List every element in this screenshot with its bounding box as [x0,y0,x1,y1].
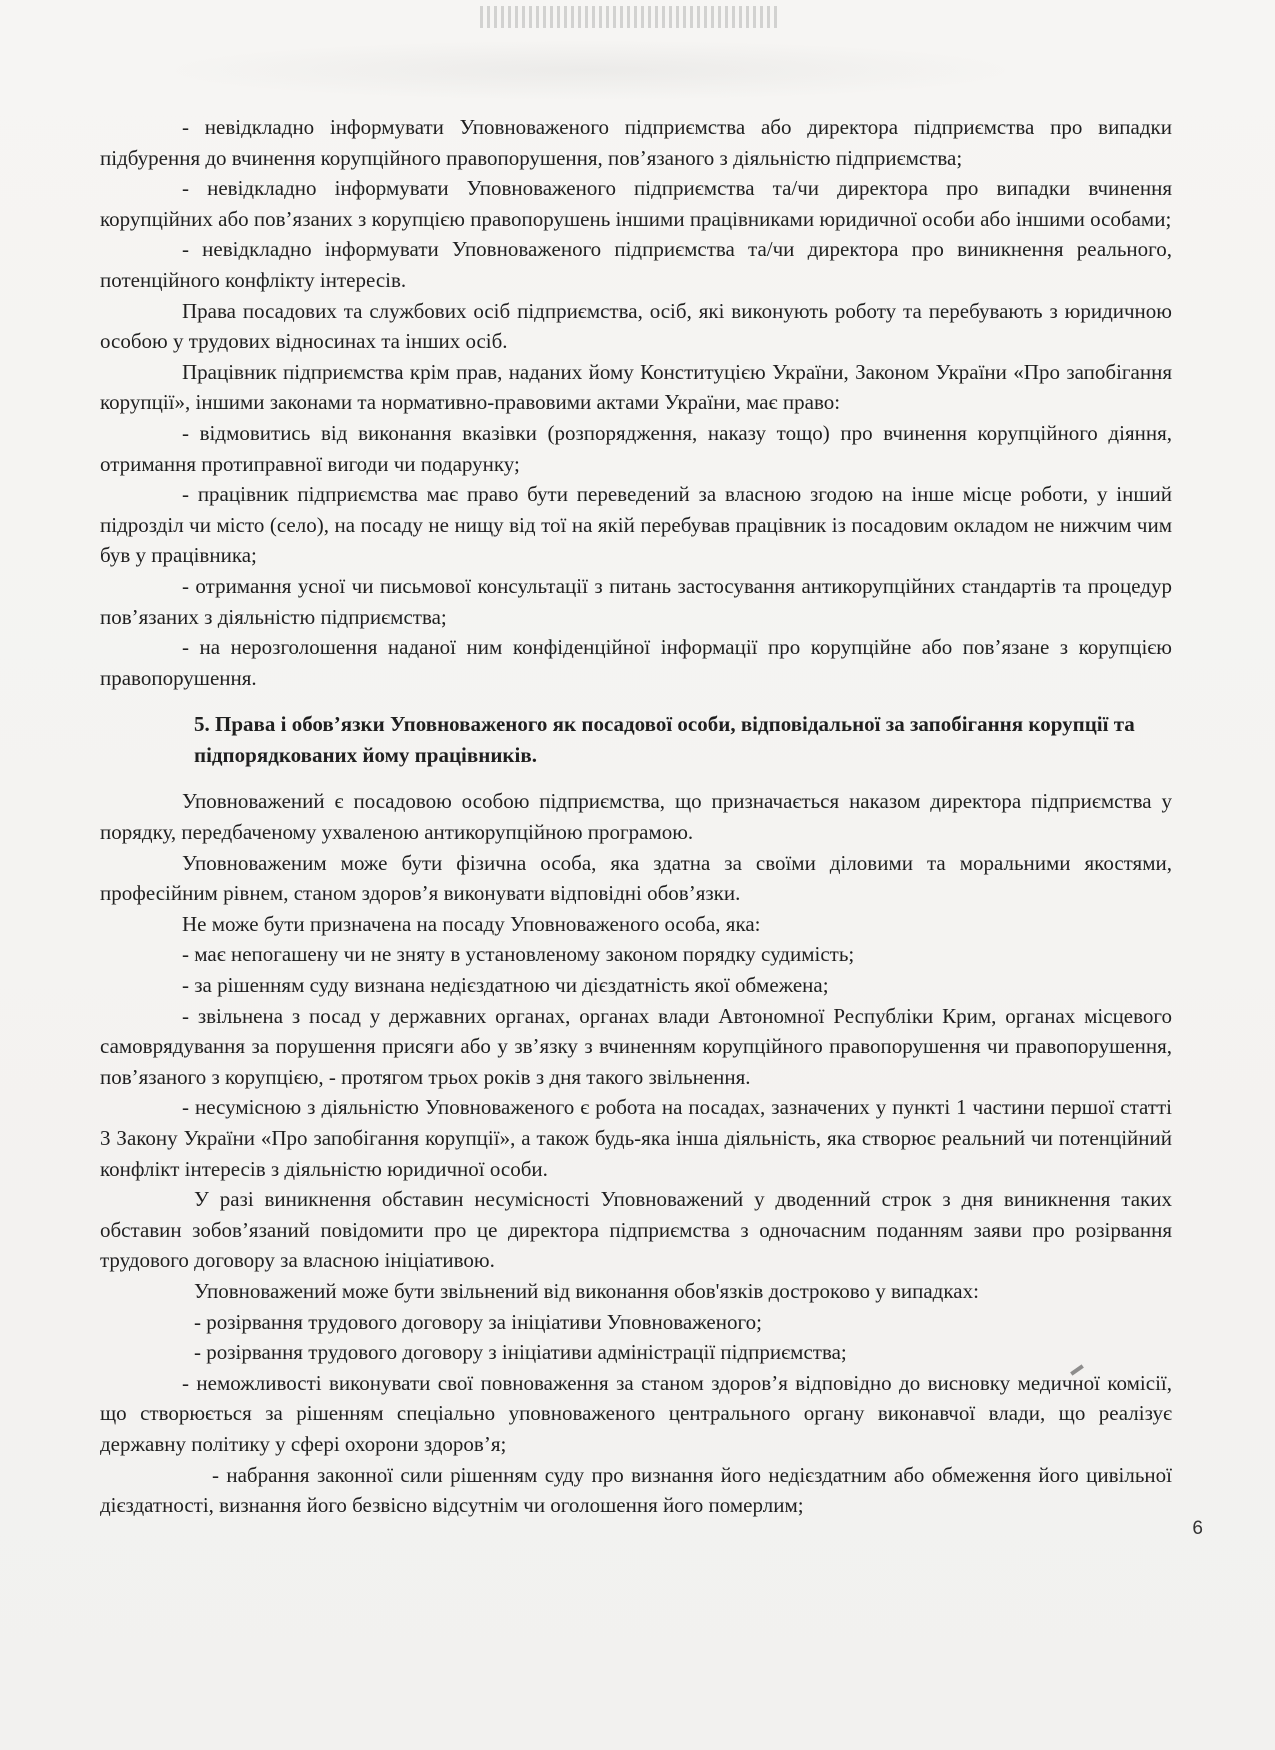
paragraph: - отримання усної чи письмової консультації з питань застосування антикорупційних стандартів та процедур пов’язаних з діяльністю підприємства; [100,573,1172,629]
list-item: - несумісною з діяльністю Уповноваженого є робота на посадах, зазначених у пункті 1 частини першої статті 3 Закону України «Про запобігання корупції», а також будь-яка інша діяльність, яка створює реальний чи потенційний конфлікт інтересів з діяльністю юридичної особи. [100,1095,1172,1181]
page-number: 6 [1192,1518,1203,1539]
scan-artifact [480,6,780,28]
paragraph: Уповноваженим може бути фізична особа, яка здатна за своїми діловими та моральними якостями, професійним рівнем, станом здоров’я виконувати відповідні обов’язки. [100,850,1172,906]
paragraph: - невідкладно інформувати Уповноваженого підприємства та/чи директора про випадки вчинення корупційних або пов’язаних з корупцією правопорушень іншими працівниками юридичної особи або іншими особами; [100,176,1172,231]
list-item: - набрання законної сили рішенням суду про визнання його недієздатним або обмеження його цивільної дієздатності, визнання його безвісно відсутнім чи оголошення його померлим; [100,1462,1172,1518]
list-item: - має непогашену чи не зняту в установленому законом порядку судимість; [182,942,855,967]
paragraph: Права посадових та службових осіб підприємства, осіб, які виконують роботу та перебувають з юридичною особою у трудових відносинах та інших осіб. [100,298,1172,354]
scan-shadow [160,40,1020,100]
paragraph: Працівник підприємства крім прав, наданих йому Конституцією України, Законом України «Про запобігання корупції», іншими законами та нормативно-правовими актами України, має право: [100,359,1172,415]
paragraph: - на нерозголошення наданої ним конфіденційної інформації про корупційне або пов’язане з корупцією правопорушення. [100,635,1172,690]
list-item: - неможливості виконувати свої повноваження за станом здоров’я відповідно до висновку медичної комісії, що створюється за рішенням спеціально уповноваженого центрального органу виконавчої влади, що реалізує державну політику у сфері охорони здоров’я; [100,1370,1172,1456]
list-item: - розірвання трудового договору за ініціативи Уповноваженого; [194,1309,762,1334]
paragraph: - невідкладно інформувати Уповноваженого підприємства та/чи директора про виникнення реального, потенційного конфлікту інтересів. [100,237,1172,292]
section-heading: 5. Права і обов’язки Уповноваженого як посадової особи, відповідальної за запобігання корупції та підпорядкованих йому працівників. [194,712,1135,767]
paragraph: Уповноважений може бути звільнений від виконання обов'язків достроково у випадках: [194,1278,979,1303]
paragraph: - невідкладно інформувати Уповноваженого підприємства або директора підприємства про випадки підбурення до вчинення корупційного правопорушення, пов’язаного з діяльністю підприємства; [100,115,1172,170]
document-body [100,112,1172,1521]
paragraph: Уповноважений є посадовою особою підприємства, що призначається наказом директора підприємства у порядку, передбаченому ухваленою антикорупційною програмою. [100,789,1172,845]
list-item: - звільнена з посад у державних органах, органах влади Автономної Республіки Крим, органах місцевого самоврядування за порушення присяги або у зв’язку з вчиненням корупційного правопорушення чи правопорушення, пов’язаного з корупцією, - протягом трьох років з дня такого звільнення. [100,1003,1172,1089]
paragraph: - відмовитись від виконання вказівки (розпорядження, наказу тощо) про вчинення корупційного діяння, отримання протиправної вигоди чи подарунку; [100,420,1172,476]
paragraph: - працівник підприємства має право бути переведений за власною згодою на інше місце роботи, у інший підрозділ чи місто (село), на посаду не нищу від тої на якій перебував працівник із посадовим окладом не нижчим чим був у працівника; [100,482,1172,568]
list-item: - розірвання трудового договору з ініціативи адміністрації підприємства; [194,1340,847,1365]
paragraph: У разі виникнення обставин несумісності Уповноважений у дводенний строк з дня виникнення таких обставин зобов’язаний повідомити про це директора підприємства з одночасним поданням заяви про розірвання трудового договору за власною ініціативою. [100,1187,1172,1273]
paragraph: Не може бути призначена на посаду Уповноваженого особа, яка: [182,911,761,936]
list-item: - за рішенням суду визнана недієздатною чи дієздатність якої обмежена; [182,973,829,998]
